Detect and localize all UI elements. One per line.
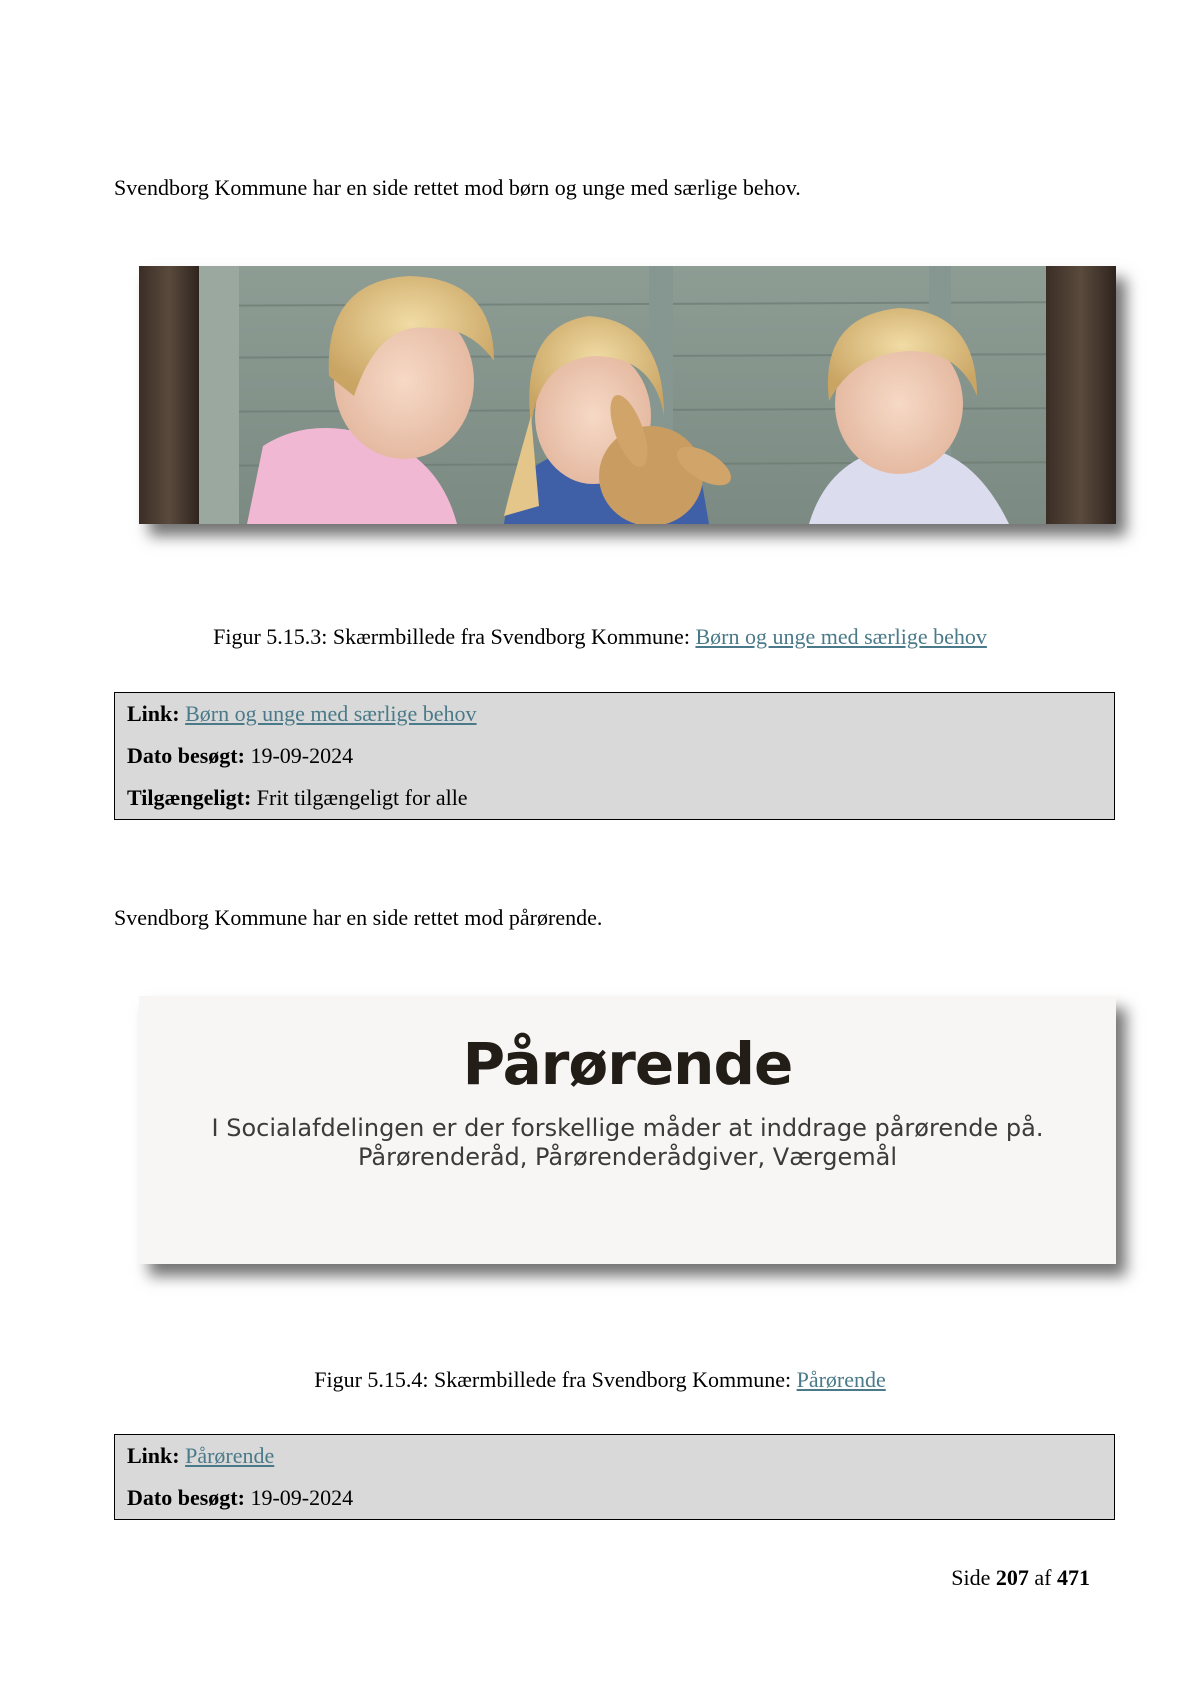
date-row (127, 1477, 1102, 1519)
children-photo-screenshot (139, 266, 1116, 524)
access-label: Tilgængeligt: (127, 785, 252, 810)
relatives-subtitle-line1: I Socialafdelingen er der forskellige måder at inddrage pårørende på. (211, 1114, 1044, 1142)
of-label: af (1034, 1565, 1052, 1590)
link-row (127, 693, 1102, 735)
link-label: Link: (127, 701, 180, 726)
relatives-page-screenshot (139, 996, 1116, 1264)
date-label: Dato besøgt: (127, 1485, 245, 1510)
caption-link-special-needs[interactable]: Børn og unge med særlige behov (695, 624, 987, 649)
link-row (127, 1435, 1102, 1477)
link-info-box-special-needs (114, 692, 1115, 820)
link-info-box-relatives (114, 1434, 1115, 1520)
figure-caption-5-15-3 (0, 623, 1200, 651)
page-number-footer (951, 1564, 1090, 1592)
paragraph-relatives: Svendborg Kommune har en side rettet mod pårørende. (114, 905, 603, 930)
relatives-subtitle-line2: Pårørenderåd, Pårørenderådgiver, Værgemål (358, 1143, 897, 1171)
access-row (127, 777, 1102, 819)
relatives-subtitle (139, 1114, 1116, 1172)
date-value: 19-09-2024 (250, 1485, 354, 1510)
link-label: Link: (127, 1443, 180, 1468)
link-relatives[interactable]: Pårørende (185, 1443, 275, 1468)
date-row (127, 735, 1102, 777)
caption-text: Figur 5.15.4: Skærmbillede fra Svendborg Kommune: (314, 1367, 797, 1392)
caption-text: Figur 5.15.3: Skærmbillede fra Svendborg Kommune: (213, 624, 696, 649)
figure-caption-5-15-4 (0, 1366, 1200, 1394)
link-special-needs[interactable]: Børn og unge med særlige behov (185, 701, 477, 726)
three-children-photo (139, 266, 1116, 524)
page-number: 207 (995, 1565, 1029, 1590)
total-pages: 471 (1057, 1565, 1090, 1590)
side-label: Side (951, 1565, 991, 1590)
paragraph-children-special-needs: Svendborg Kommune har en side rettet mod børn og unge med særlige behov. (114, 175, 801, 200)
relatives-heading: Pårørende (462, 1030, 793, 1098)
caption-link-relatives[interactable]: Pårørende (796, 1367, 886, 1392)
access-value: Frit tilgængeligt for alle (256, 785, 468, 810)
date-label: Dato besøgt: (127, 743, 245, 768)
date-value: 19-09-2024 (250, 743, 354, 768)
